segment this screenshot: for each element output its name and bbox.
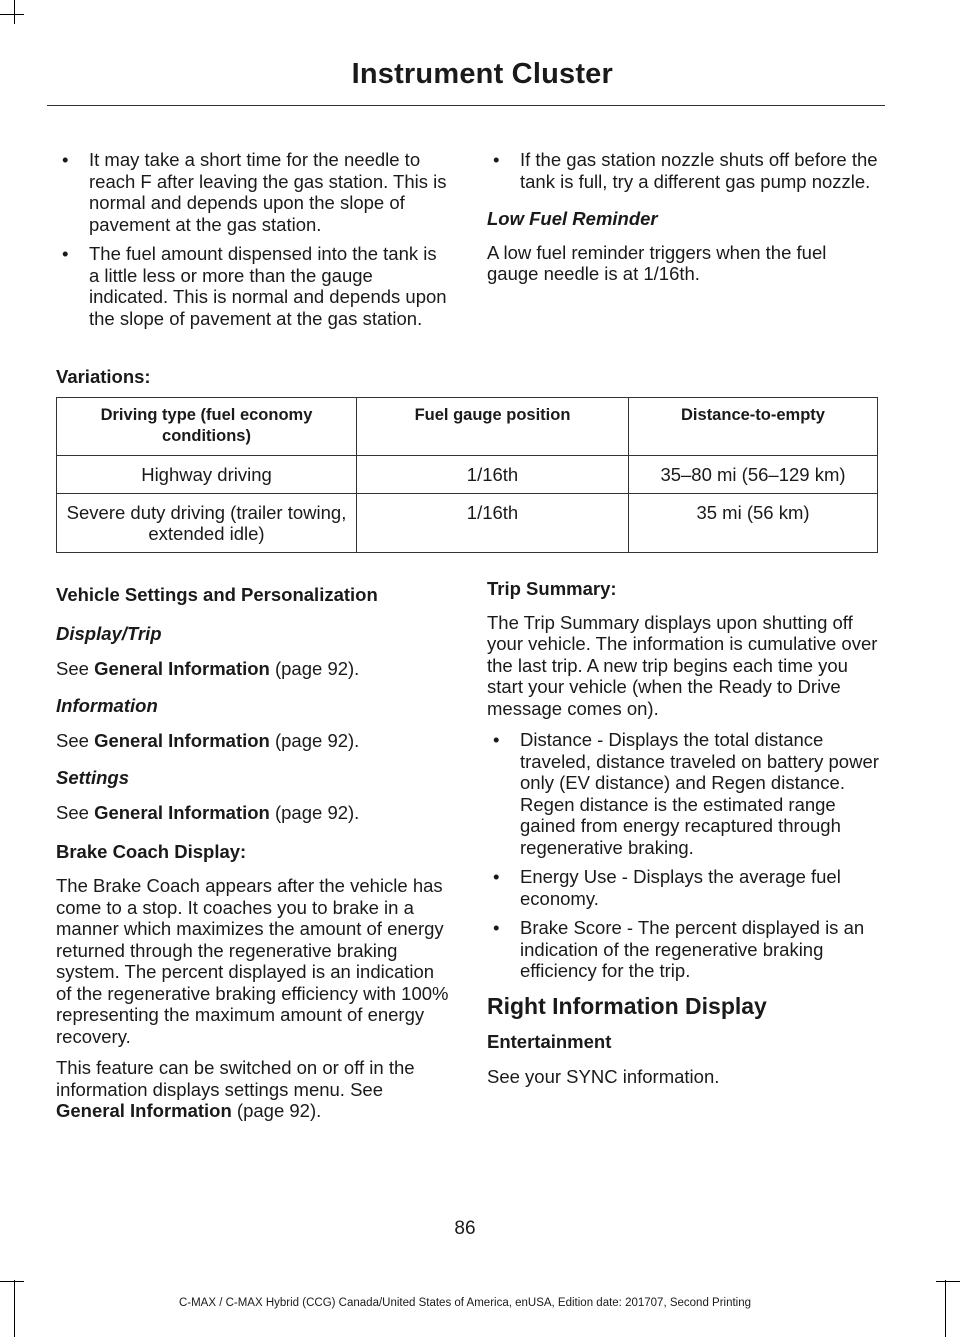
list-item: • Distance - Displays the total distance traveled, distance traveled on battery power only (EV distance) and Regen distance. Regen distance is the estimated range gained from energy recaptured through regenerative braking. (487, 729, 882, 858)
table-header-row (57, 398, 878, 456)
trip-summary-text: The Trip Summary displays upon shutting off your vehicle. The information is cumulative over the last trip. A new trip begins each time you start your vehicle (when the Ready to Drive message comes on). (487, 611, 878, 719)
variations-label: Variations: (56, 366, 151, 387)
switch-text: This feature can be switched on or off in the information displays settings menu. See General Information (page 92). (56, 1057, 415, 1121)
crop-mark (14, 0, 15, 24)
general-information-link[interactable]: General Information (56, 1100, 232, 1121)
right-top-column (487, 149, 882, 285)
column-header: Driving type (fuel economy conditions) (57, 398, 357, 456)
list-item: • Brake Score - The percent displayed is an indication of the regenerative braking efficiency for the trip. (487, 917, 882, 982)
crop-mark (0, 1281, 24, 1282)
nozzle-note-list (487, 149, 882, 192)
table-cell: 1/16th (357, 456, 629, 494)
settings-heading: Settings (56, 766, 129, 788)
list-item: • It may take a short time for the needle to reach F after leaving the gas station. This is normal and depends upon the slope of pavement at the gas station. (56, 149, 451, 235)
general-information-link[interactable]: General Information (94, 802, 270, 823)
table-cell: 35–80 mi (56–129 km) (629, 456, 878, 494)
right-info-heading: Right Information Display (487, 992, 767, 1019)
see-reference: See General Information (page 92). (56, 658, 360, 679)
page-title: Instrument Cluster (351, 58, 613, 90)
title-divider (47, 105, 885, 106)
column-header: Distance-to-empty (629, 398, 878, 456)
table-cell: Highway driving (57, 456, 357, 494)
list-item: • If the gas station nozzle shuts off before the tank is full, try a different gas pump nozzle. (487, 149, 882, 192)
brake-coach-text: The Brake Coach appears after the vehicle has come to a stop. It coaches you to brake in a manner which maximizes the amount of energy returned through the regenerative braking system. The percent displayed is an indication of the regenerative braking efficiency with 100% representing the maximum amount of energy recovery. (56, 875, 449, 1047)
low-fuel-text: A low fuel reminder triggers when the fuel gauge needle is at 1/16th. (487, 241, 827, 284)
table-cell: Severe duty driving (trailer towing, extended idle) (57, 494, 357, 553)
vehicle-settings-heading: Vehicle Settings and Personalization (56, 584, 378, 605)
general-information-link[interactable]: General Information (94, 658, 270, 679)
crop-mark (936, 1281, 960, 1282)
see-reference: See General Information (page 92). (56, 730, 360, 751)
crop-mark (0, 14, 24, 15)
variations-table (56, 397, 878, 553)
table-cell: 35 mi (56 km) (629, 494, 878, 553)
see-reference: See General Information (page 92). (56, 802, 360, 823)
list-item: • The fuel amount dispensed into the tank is a little less or more than the gauge indicated. This is normal and depends upon the slope of pavement at the gas station. (56, 243, 451, 329)
entertainment-text: See your SYNC information. (487, 1065, 720, 1087)
list-item: • Energy Use - Displays the average fuel economy. (487, 866, 882, 909)
column-header: Fuel gauge position (357, 398, 629, 456)
display-trip-heading: Display/Trip (56, 622, 162, 644)
table-row (57, 456, 878, 494)
crop-mark (945, 1280, 946, 1337)
left-top-column (56, 149, 451, 337)
footer-edition: C-MAX / C-MAX Hybrid (CCG) Canada/United States of America, enUSA, Edition date: 201707, Second Printing (178, 1297, 752, 1309)
trip-summary-list (487, 729, 882, 982)
general-information-link[interactable]: General Information (94, 730, 270, 751)
left-bottom-column (56, 584, 450, 1122)
information-heading: Information (56, 694, 158, 716)
table-row (57, 494, 878, 553)
entertainment-heading: Entertainment (487, 1031, 612, 1052)
trip-summary-heading: Trip Summary: (487, 578, 617, 599)
fuel-notes-list (56, 149, 451, 329)
right-bottom-column (487, 578, 882, 1087)
brake-coach-heading: Brake Coach Display: (56, 840, 247, 862)
page-number: 86 (454, 1218, 476, 1239)
low-fuel-heading: Low Fuel Reminder (487, 208, 658, 229)
table-cell: 1/16th (357, 494, 629, 553)
